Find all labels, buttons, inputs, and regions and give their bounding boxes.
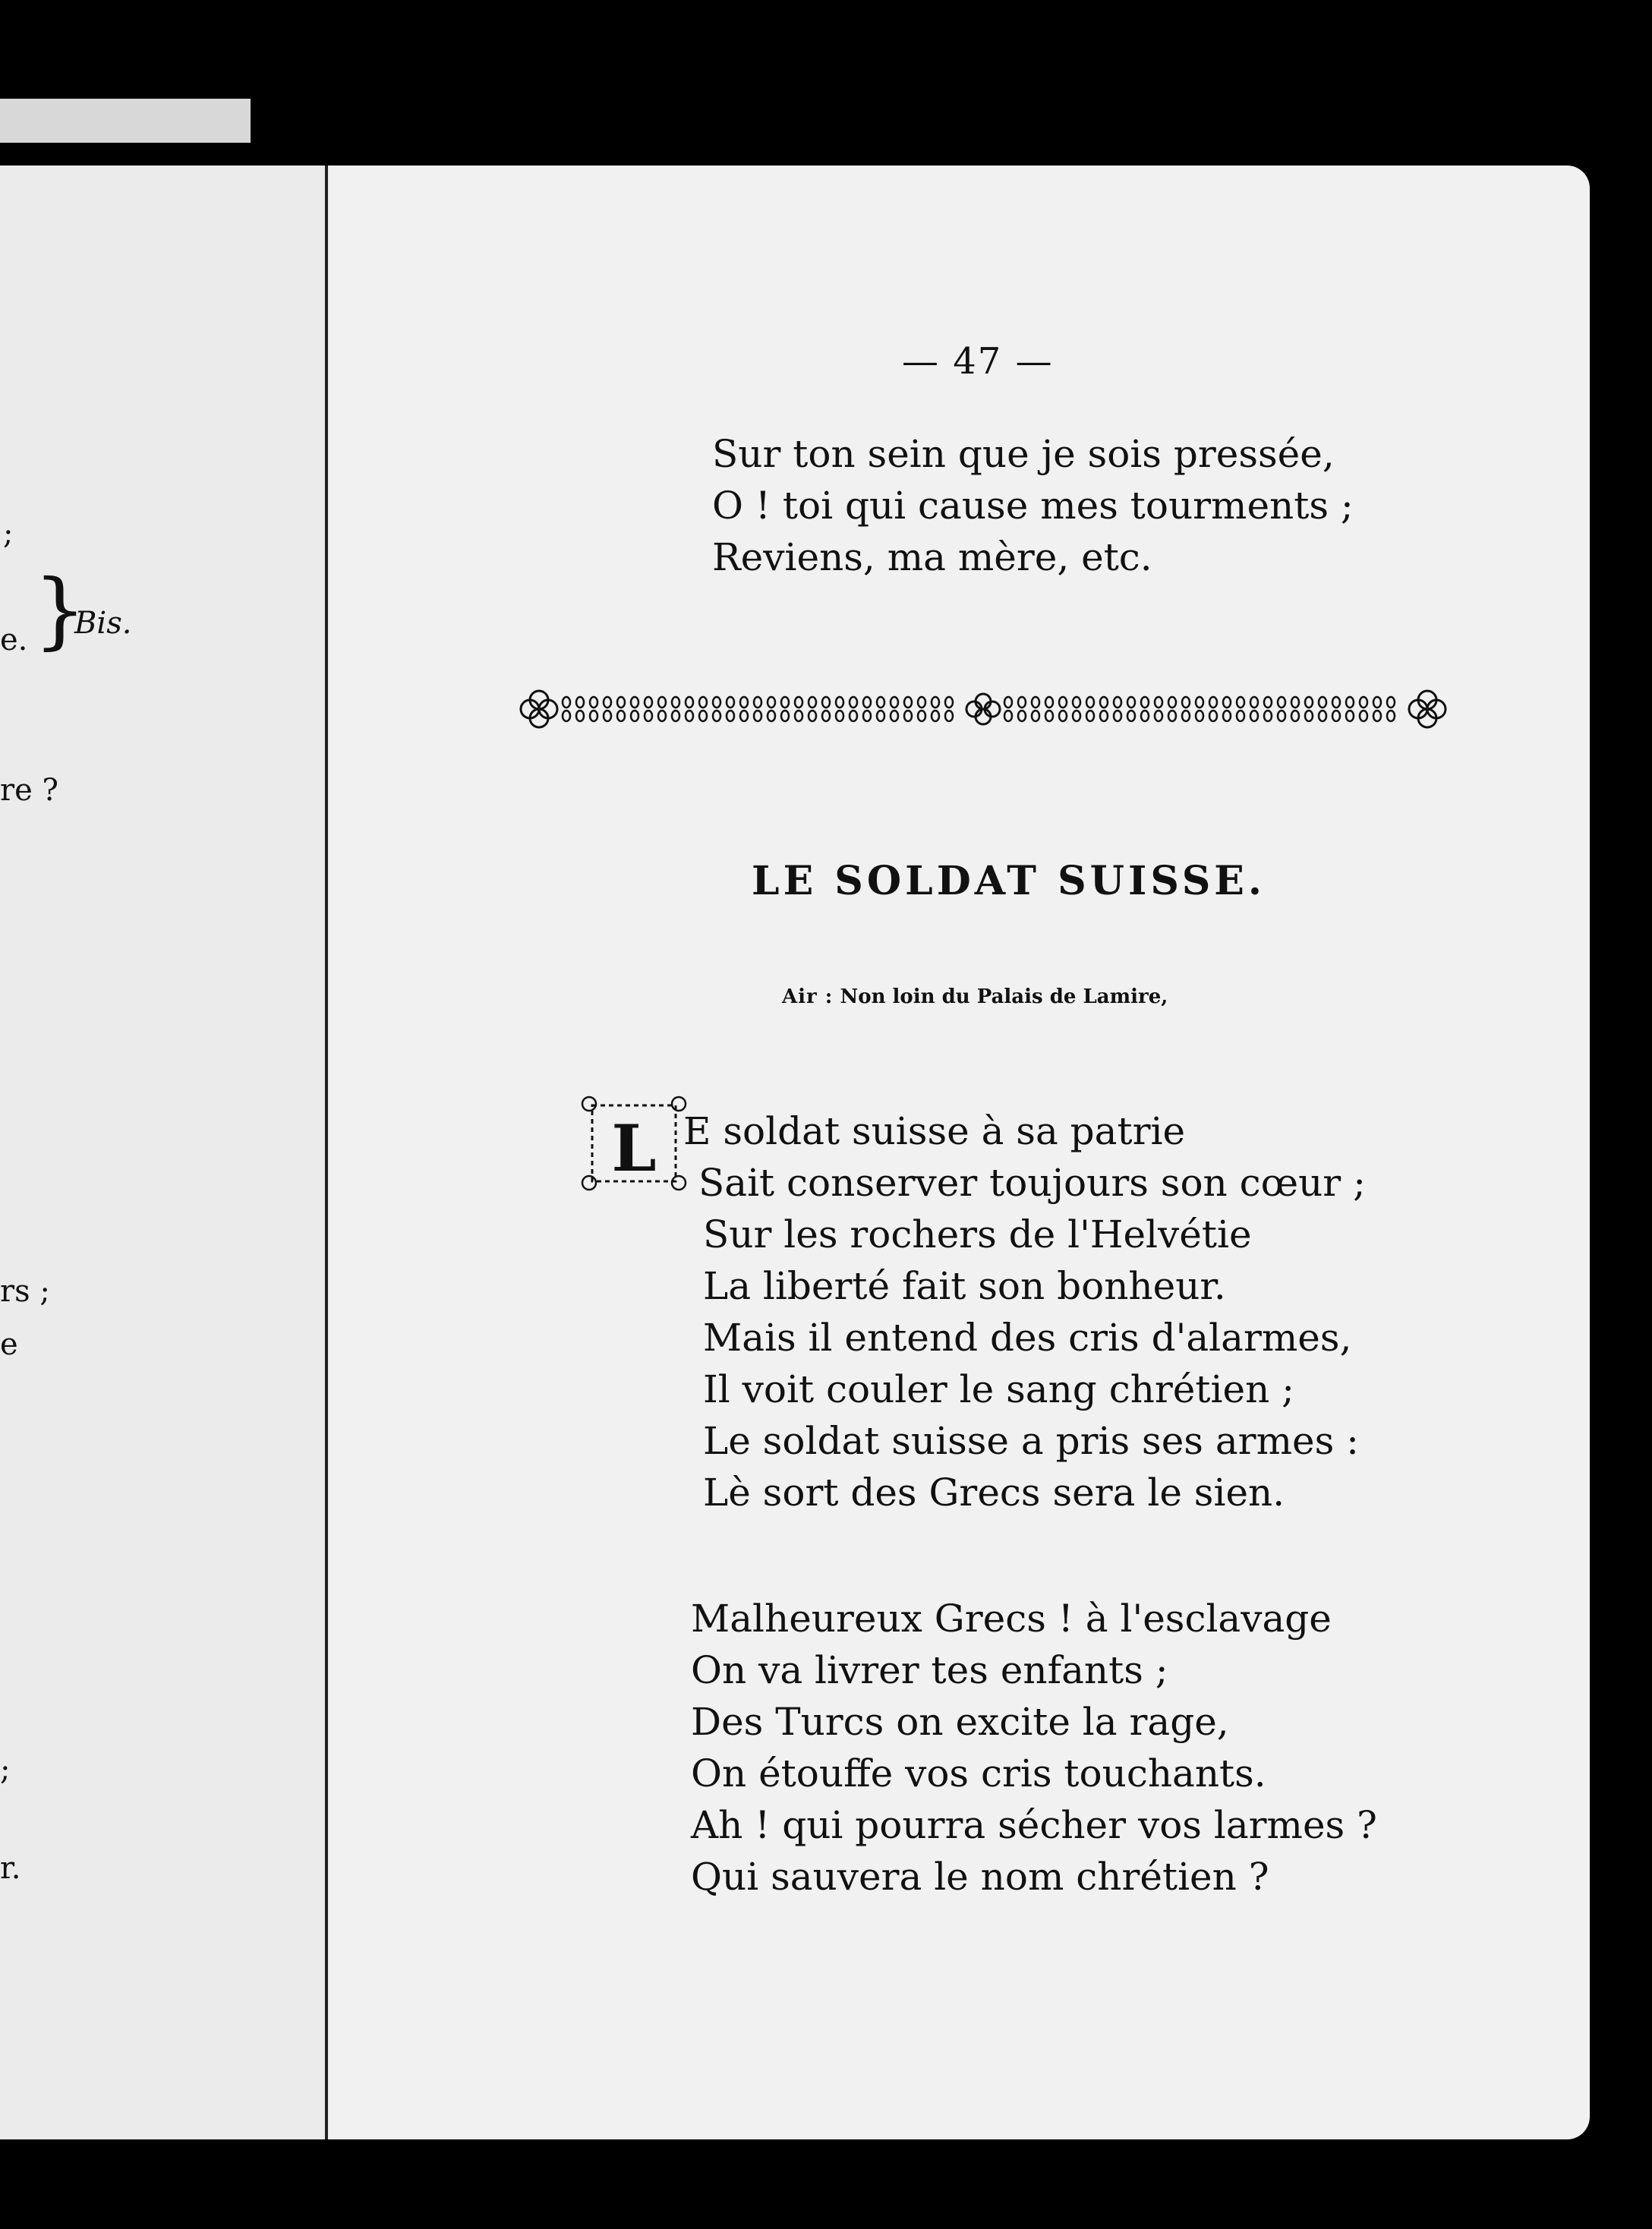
left-fragment: e.	[0, 623, 28, 657]
drop-cap-ornament	[577, 1095, 691, 1193]
verse-line: On va livrer tes enfants ;	[691, 1648, 1168, 1692]
left-page-tab	[0, 99, 251, 143]
opening-stanza	[712, 428, 1354, 583]
page-number: — 47 —	[902, 340, 1054, 383]
left-fragment: ;	[0, 1752, 11, 1787]
verse-line: Sur ton sein que je sois pressée,	[712, 432, 1335, 476]
verse-line: Lè sort des Grecs sera le sien.	[703, 1471, 1285, 1515]
stanza-2	[691, 1593, 1377, 1903]
verse-line: Qui sauvera le nom chrétien ?	[691, 1855, 1269, 1899]
drop-cap-letter: L	[611, 1111, 657, 1186]
verse-line: Sait conserver toujours son cœur ;	[698, 1161, 1366, 1205]
verse-line: On étouffe vos cris touchants.	[691, 1751, 1266, 1795]
air-text: Non loin du Palais de Lamire,	[840, 985, 1168, 1008]
verse-line: Le soldat suisse a pris ses armes :	[703, 1419, 1359, 1463]
left-fragment: e	[0, 1327, 18, 1362]
verse-line: O ! toi qui cause mes tourments ;	[712, 484, 1354, 528]
bis-marker: Bis.	[74, 606, 132, 641]
song-title: LE SOLDAT SUISSE.	[752, 858, 1266, 904]
verse-line: Des Turcs on excite la rage,	[691, 1700, 1229, 1744]
left-fragment: re ?	[0, 773, 58, 808]
left-fragment: rs ;	[0, 1274, 50, 1309]
left-page	[0, 166, 334, 2139]
verse-line: Ah ! qui pourra sécher vos larmes ?	[691, 1803, 1377, 1847]
verse-line: E soldat suisse à sa patrie	[683, 1109, 1186, 1153]
verse-line: Reviens, ma mère, etc.	[712, 535, 1152, 579]
verse-line: Mais il entend des cris d'alarmes,	[703, 1316, 1352, 1360]
left-fragment: ;	[3, 516, 14, 551]
left-fragment: r.	[0, 1851, 21, 1886]
air-indication	[782, 985, 1168, 1008]
verse-line: Malheureux Grecs ! à l'esclavage	[691, 1597, 1332, 1641]
verse-line: Il voit couler le sang chrétien ;	[703, 1367, 1295, 1411]
air-label: Air :	[782, 985, 834, 1008]
ornamental-divider	[516, 682, 1450, 735]
brace-glyph: }	[33, 561, 87, 658]
verse-line: Sur les rochers de l'Helvétie	[703, 1212, 1252, 1256]
stanza-1	[683, 1105, 1366, 1518]
verse-line: La liberté fait son bonheur.	[703, 1264, 1226, 1308]
